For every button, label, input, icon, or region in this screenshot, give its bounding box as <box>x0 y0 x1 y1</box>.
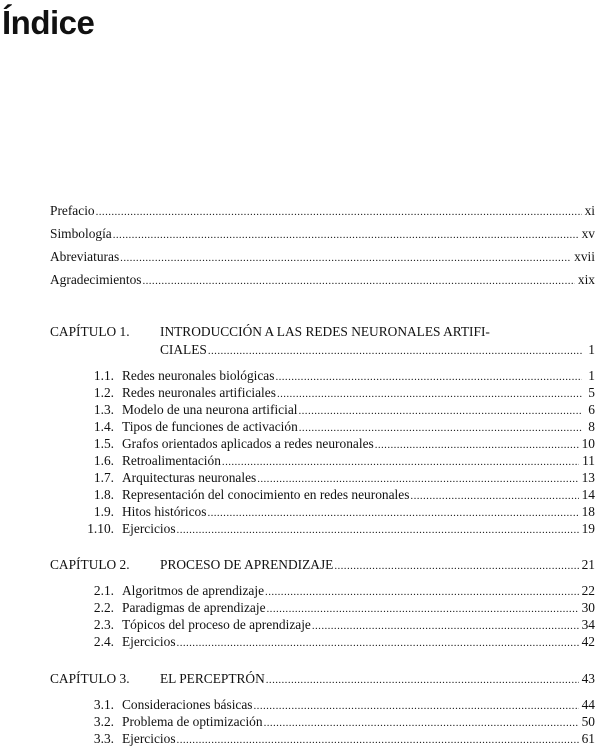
section-title: Algoritmos de aprendizaje <box>122 583 265 598</box>
section-title: Tópicos del proceso de aprendizaje <box>122 617 311 632</box>
dot-leader <box>177 522 579 539</box>
section-page: 42 <box>581 634 595 649</box>
section-page: 22 <box>581 583 595 598</box>
toc-section-1-8[interactable] <box>78 486 595 503</box>
toc-section-1-2[interactable] <box>78 384 595 401</box>
toc-entry-title: Simbología <box>50 226 112 241</box>
section-page: 44 <box>581 697 595 712</box>
section-title: Problema de optimización <box>122 714 263 729</box>
dot-leader <box>120 250 571 267</box>
toc-entry-chapter2[interactable] <box>50 556 595 573</box>
dot-leader <box>96 204 582 221</box>
section-number: 1.2. <box>93 385 114 400</box>
toc-section-3-3[interactable] <box>78 730 595 747</box>
dot-leader <box>334 558 578 575</box>
section-number: 1.3. <box>93 402 114 417</box>
section-page: 14 <box>581 487 595 502</box>
section-page: 5 <box>588 385 595 400</box>
section-number: 1.7. <box>93 470 114 485</box>
section-number: 2.4. <box>93 634 114 649</box>
toc-entry-title: Abreviaturas <box>50 249 120 264</box>
toc-entry-page: xix <box>577 272 595 287</box>
section-number: 3.3. <box>93 731 114 746</box>
section-number: 2.2. <box>93 600 114 615</box>
chapter-title-line1[interactable]: INTRODUCCIÓN A LAS REDES NEURONALES ARTIFI- <box>160 324 490 339</box>
chapter-title-line2: CIALES <box>160 342 207 357</box>
section-number: 1.10. <box>87 521 114 536</box>
dot-leader <box>177 732 579 749</box>
toc-entry-page: xvii <box>574 249 595 264</box>
section-title: Modelo de una neurona artificial <box>122 402 298 417</box>
chapter-title: EL PERCEPTRÓN <box>160 671 265 686</box>
dot-leader <box>142 273 574 290</box>
section-page: 18 <box>581 504 595 519</box>
section-page: 8 <box>588 419 595 434</box>
section-number: 1.9. <box>93 504 114 519</box>
section-number: 1.8. <box>93 487 114 502</box>
chapter-label: CAPÍTULO 2. <box>50 557 130 572</box>
toc-section-2-1[interactable] <box>78 582 595 599</box>
section-title: Redes neuronales artificiales <box>122 385 276 400</box>
toc-entry-page: 21 <box>581 557 595 572</box>
toc-section-3-1[interactable] <box>78 696 595 713</box>
dot-leader <box>266 672 579 689</box>
section-page: 6 <box>588 402 595 417</box>
section-title: Tipos de funciones de activación <box>122 419 298 434</box>
section-number: 2.3. <box>93 617 114 632</box>
toc-section-1-10[interactable] <box>78 520 595 537</box>
section-number: 3.2. <box>93 714 114 729</box>
section-number: 1.4. <box>93 419 114 434</box>
section-page: 11 <box>582 453 595 468</box>
page-title: Índice <box>2 4 95 41</box>
chapter-title: PROCESO DE APRENDIZAJE <box>160 557 334 572</box>
toc-section-1-5[interactable] <box>78 435 595 452</box>
toc-entry-prefacio[interactable] <box>50 202 595 219</box>
chapter-label: CAPÍTULO 3. <box>50 671 130 686</box>
toc-entry-page: 43 <box>581 671 595 686</box>
section-title: Hitos históricos <box>122 504 207 519</box>
section-page: 13 <box>581 470 595 485</box>
section-title: Paradigmas de aprendizaje <box>122 600 266 615</box>
toc-entry-page: xi <box>584 203 595 218</box>
dot-leader <box>208 343 582 360</box>
section-title: Ejercicios <box>122 634 176 649</box>
section-number: 3.1. <box>93 697 114 712</box>
toc-entry-chapter1[interactable] <box>160 341 595 358</box>
toc-entry-simbologia[interactable] <box>50 225 595 242</box>
toc-entry-agradecimientos[interactable] <box>50 271 595 288</box>
section-page: 10 <box>581 436 595 451</box>
section-number: 1.1. <box>93 368 114 383</box>
dot-leader <box>113 227 579 244</box>
section-page: 1 <box>588 368 595 383</box>
section-page: 30 <box>581 600 595 615</box>
section-page: 19 <box>581 521 595 536</box>
toc-section-3-2[interactable] <box>78 713 595 730</box>
toc-section-1-1[interactable] <box>78 367 595 384</box>
toc-section-1-6[interactable] <box>78 452 595 469</box>
section-number: 2.1. <box>93 583 114 598</box>
toc-entry-title: Prefacio <box>50 203 95 218</box>
toc-entry-title: Agradecimientos <box>50 272 142 287</box>
toc-section-1-9[interactable] <box>78 503 595 520</box>
section-title: Ejercicios <box>122 731 176 746</box>
chapter-label: CAPÍTULO 1. <box>50 324 130 339</box>
toc-section-1-4[interactable] <box>78 418 595 435</box>
section-page: 34 <box>581 617 595 632</box>
toc-section-2-2[interactable] <box>78 599 595 616</box>
section-title: Retroalimentación <box>122 453 221 468</box>
section-number: 1.6. <box>93 453 114 468</box>
section-title: Consideraciones básicas <box>122 697 253 712</box>
section-title: Representación del conocimiento en redes neuronales <box>122 487 410 502</box>
section-title: Arquitecturas neuronales <box>122 470 257 485</box>
section-title: Grafos orientados aplicados a redes neuronales <box>122 436 374 451</box>
section-title: Ejercicios <box>122 521 176 536</box>
toc-entry-abreviaturas[interactable] <box>50 248 595 265</box>
section-page: 61 <box>581 731 595 746</box>
section-page: 50 <box>581 714 595 729</box>
dot-leader <box>177 635 579 652</box>
toc-section-2-4[interactable] <box>78 633 595 650</box>
toc-section-2-3[interactable] <box>78 616 595 633</box>
toc-section-1-7[interactable] <box>78 469 595 486</box>
toc-section-1-3[interactable] <box>78 401 595 418</box>
section-number: 1.5. <box>93 436 114 451</box>
toc-entry-page: xv <box>581 226 595 241</box>
section-title: Redes neuronales biológicas <box>122 368 275 383</box>
toc-entry-page: 1 <box>588 342 595 357</box>
toc-entry-chapter3[interactable] <box>50 670 595 687</box>
